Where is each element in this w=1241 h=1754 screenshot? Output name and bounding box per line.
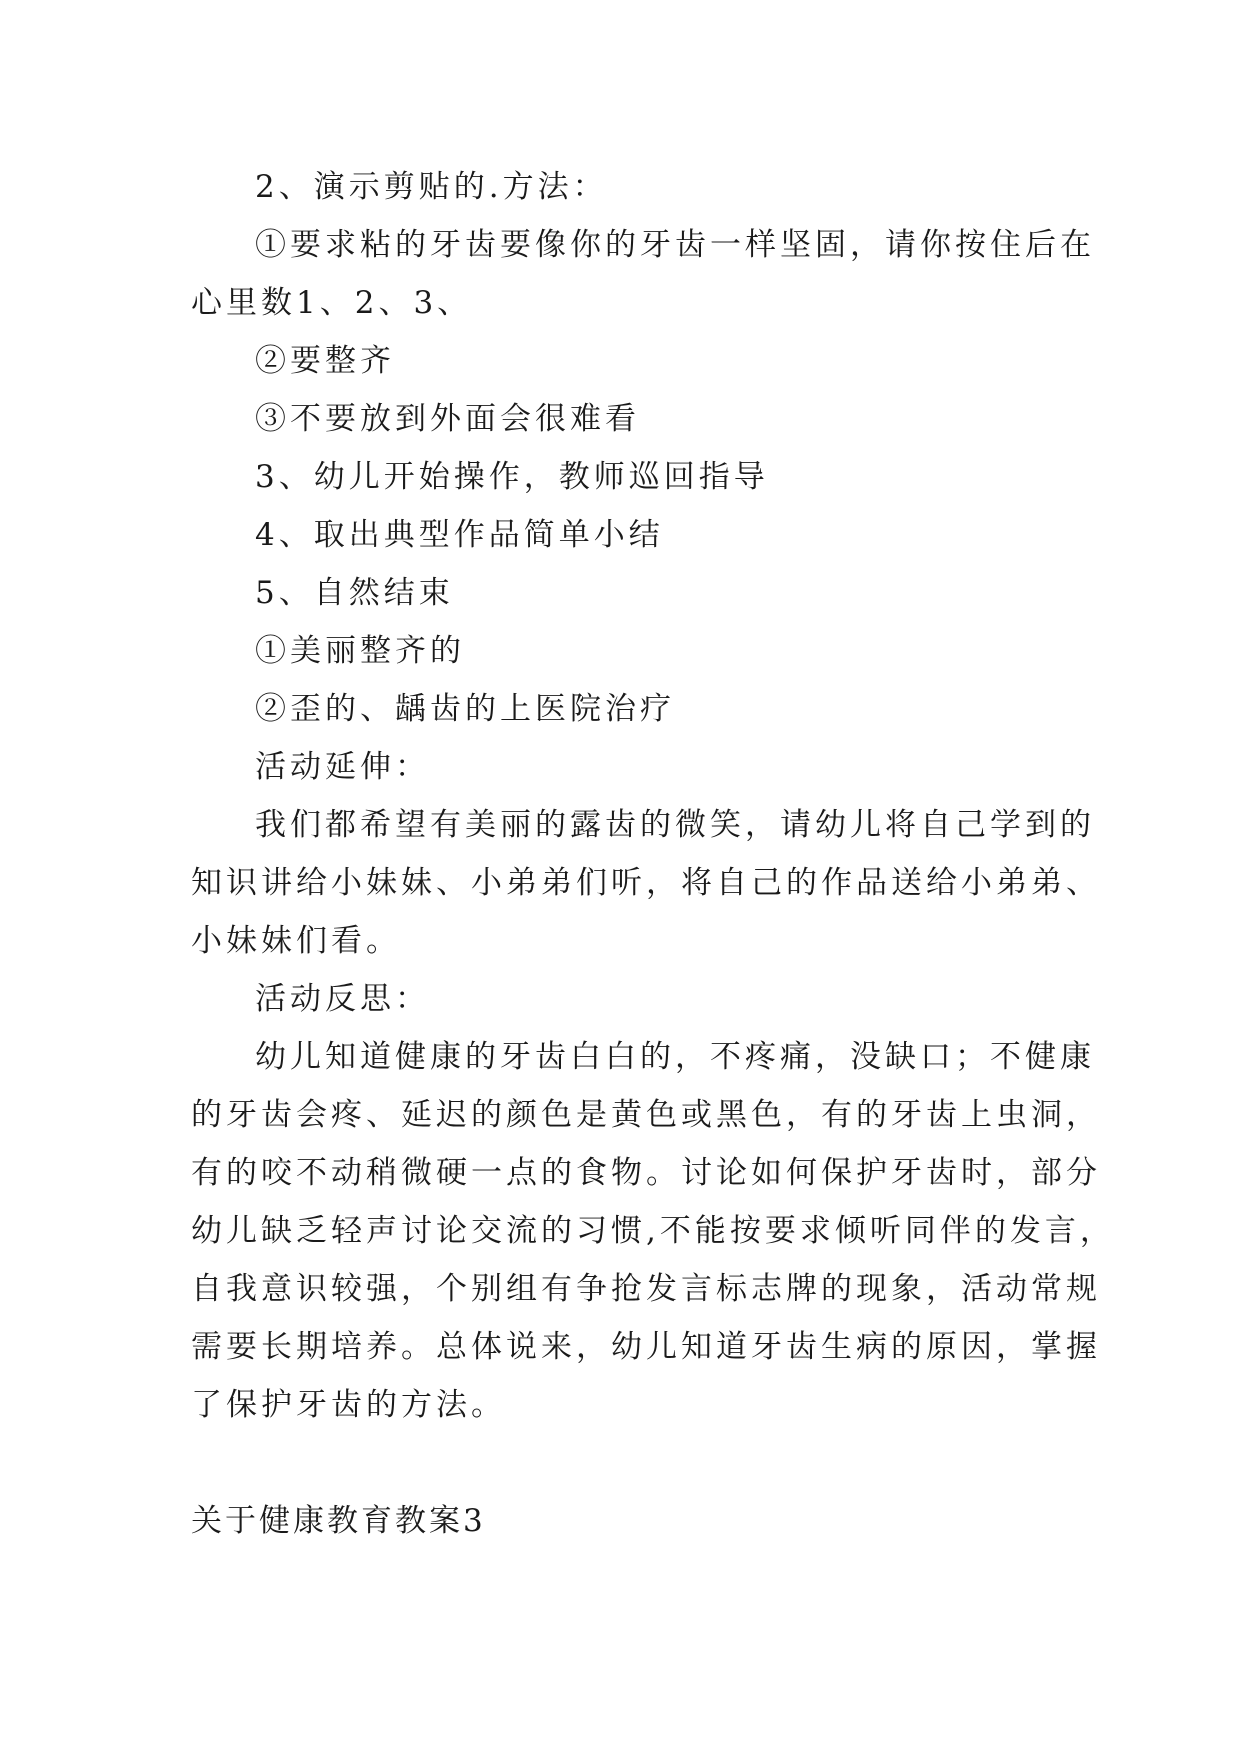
step-5-line: 5、自然结束 — [255, 575, 454, 611]
extension-paragraph-line: 我们都希望有美丽的露齿的微笑，请幼儿将自己学到的 — [255, 807, 1095, 843]
reflection-paragraph-line: 有的咬不动稍微硬一点的食物。讨论如何保护牙齿时，部分 — [191, 1155, 1101, 1191]
paste-rule-1-continued-line: 心里数1、2、3、 — [191, 285, 473, 321]
reflection-paragraph-line: 自我意识较强，个别组有争抢发言标志牌的现象，活动常规 — [191, 1271, 1101, 1307]
reflection-paragraph-line: 幼儿缺乏轻声讨论交流的习惯,不能按要求倾听同伴的发言， — [191, 1213, 1115, 1249]
reflection-paragraph-line: 幼儿知道健康的牙齿白白的，不疼痛，没缺口；不健康 — [255, 1039, 1095, 1075]
step-2-line: 2、演示剪贴的.方法： — [255, 169, 608, 205]
extension-heading: 活动延伸： — [255, 749, 430, 785]
summary-point-2-line: ②歪的、龋齿的上医院治疗 — [255, 691, 675, 727]
paste-rule-2-line: ②要整齐 — [255, 343, 395, 379]
step-3-line: 3、幼儿开始操作，教师巡回指导 — [255, 459, 769, 495]
section-heading: 关于健康教育教案3 — [191, 1503, 486, 1539]
step-4-line: 4、取出典型作品简单小结 — [255, 517, 664, 553]
reflection-paragraph-line: 了保护牙齿的方法。 — [191, 1387, 506, 1423]
reflection-paragraph-line: 的牙齿会疼、延迟的颜色是黄色或黑色，有的牙齿上虫洞， — [191, 1097, 1101, 1133]
paste-rule-1-line: ①要求粘的牙齿要像你的牙齿一样坚固，请你按住后在 — [255, 227, 1095, 263]
reflection-heading: 活动反思： — [255, 981, 430, 1017]
extension-paragraph-line: 小妹妹们看。 — [191, 923, 401, 959]
reflection-paragraph-line: 需要长期培养。总体说来，幼儿知道牙齿生病的原因，掌握 — [191, 1329, 1101, 1365]
summary-point-1-line: ①美丽整齐的 — [255, 633, 465, 669]
paste-rule-3-line: ③不要放到外面会很难看 — [255, 401, 640, 437]
extension-paragraph-line: 知识讲给小妹妹、小弟弟们听，将自己的作品送给小弟弟、 — [191, 865, 1101, 901]
